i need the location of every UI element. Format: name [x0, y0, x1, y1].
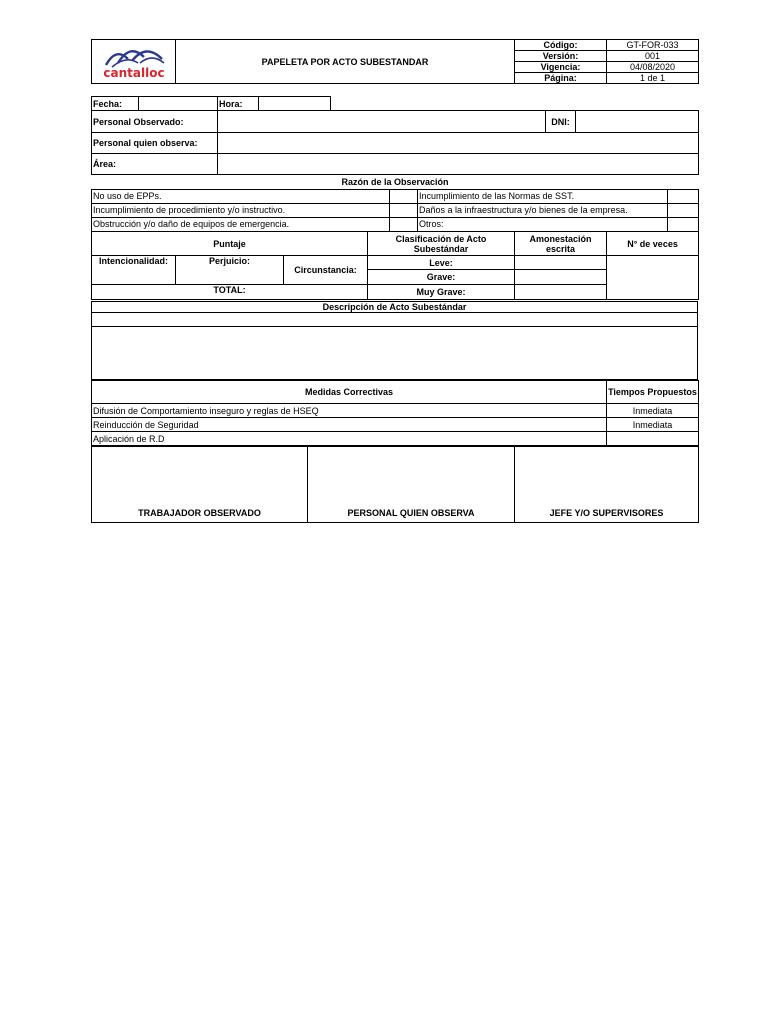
razon-item: Incumplimiento de procedimiento y/o instructivo.: [92, 203, 390, 217]
descripcion-line[interactable]: [92, 313, 698, 327]
amonestacion-header: Amonestación escrita: [515, 232, 607, 256]
razon-item: Daños a la infraestructura y/o bienes de la empresa.: [418, 203, 668, 217]
razon-checkbox[interactable]: [668, 217, 699, 231]
descripcion-table: [91, 301, 698, 380]
personal-observa-label: Personal quien observa:: [92, 133, 218, 154]
fecha-label: Fecha:: [92, 97, 139, 111]
firma-trabajador[interactable]: TRABAJADOR OBSERVADO: [92, 447, 308, 523]
firmas-table: [91, 446, 699, 523]
fecha-hora-table: [91, 96, 331, 111]
personal-table: [91, 110, 699, 175]
area-input[interactable]: [218, 154, 699, 175]
perjuicio-label: Perjuicio:: [176, 256, 284, 285]
fecha-input[interactable]: [139, 97, 218, 111]
meta-value: 04/08/2020: [607, 62, 699, 73]
muy-grave-input[interactable]: [515, 285, 607, 300]
personal-observado-label: Personal Observado:: [92, 111, 218, 133]
medida-item: Reinducción de Seguridad: [92, 418, 607, 432]
veces-input[interactable]: [607, 256, 699, 300]
meta-label: Página:: [515, 73, 607, 84]
personal-observa-input[interactable]: [218, 133, 699, 154]
meta-value: 001: [607, 51, 699, 62]
medida-item: Aplicación de R.D: [92, 432, 607, 446]
razon-item: Otros:: [418, 217, 668, 231]
puntaje-table: [91, 231, 699, 300]
form-title: PAPELETA POR ACTO SUBESTANDAR: [176, 40, 515, 84]
clasificacion-header: Clasificación de Acto Subestándar: [368, 232, 515, 256]
dni-input[interactable]: [576, 111, 699, 133]
tiempo-value: Inmediata: [607, 418, 699, 432]
veces-header: N° de veces: [607, 232, 699, 256]
header-table: [91, 39, 699, 84]
meta-value: 1 de 1: [607, 73, 699, 84]
medidas-table: [91, 380, 699, 446]
meta-label: Vigencia:: [515, 62, 607, 73]
razon-table: [91, 175, 699, 232]
muy-grave-label: Muy Grave:: [368, 285, 515, 300]
circunstancia-label: Circunstancia:: [284, 256, 368, 285]
logo-text: cantalloc: [102, 65, 165, 80]
razon-item: Incumplimiento de las Normas de SST.: [418, 189, 668, 203]
puntaje-title: Puntaje: [92, 232, 368, 256]
total-label: TOTAL:: [92, 285, 368, 300]
intencionalidad-label: Intencionalidad:: [92, 256, 176, 285]
razon-item: No uso de EPPs.: [92, 189, 390, 203]
meta-label: Código:: [515, 40, 607, 51]
area-label: Área:: [92, 154, 218, 175]
razon-checkbox[interactable]: [390, 217, 418, 231]
grave-label: Grave:: [368, 270, 515, 285]
logo-cell: [92, 40, 176, 84]
hora-input[interactable]: [259, 97, 331, 111]
dni-label: DNI:: [546, 111, 576, 133]
razon-item: Obstrucción y/o daño de equipos de emergencia.: [92, 217, 390, 231]
tiempos-header: Tiempos Propuestos: [607, 381, 699, 404]
cantalloc-logo-icon: [96, 41, 172, 81]
firma-jefe-supervisores[interactable]: JEFE Y/O SUPERVISORES: [515, 447, 699, 523]
hora-label: Hora:: [218, 97, 259, 111]
medidas-title: Medidas Correctivas: [92, 381, 607, 404]
medida-item: Difusión de Comportamiento inseguro y reglas de HSEQ: [92, 404, 607, 418]
descripcion-title: Descripción de Acto Subestándar: [92, 302, 698, 313]
razon-checkbox[interactable]: [668, 203, 699, 217]
razon-checkbox[interactable]: [390, 189, 418, 203]
tiempo-value[interactable]: [607, 432, 699, 446]
meta-value: GT-FOR-033: [607, 40, 699, 51]
firma-personal-observa[interactable]: PERSONAL QUIEN OBSERVA: [308, 447, 515, 523]
razon-checkbox[interactable]: [390, 203, 418, 217]
grave-input[interactable]: [515, 270, 607, 285]
leve-label: Leve:: [368, 256, 515, 270]
personal-observado-input[interactable]: [218, 111, 546, 133]
descripcion-textarea[interactable]: [92, 327, 698, 380]
tiempo-value: Inmediata: [607, 404, 699, 418]
leve-input[interactable]: [515, 256, 607, 270]
meta-label: Versión:: [515, 51, 607, 62]
razon-title: Razón de la Observación: [341, 176, 449, 187]
razon-checkbox[interactable]: [668, 189, 699, 203]
